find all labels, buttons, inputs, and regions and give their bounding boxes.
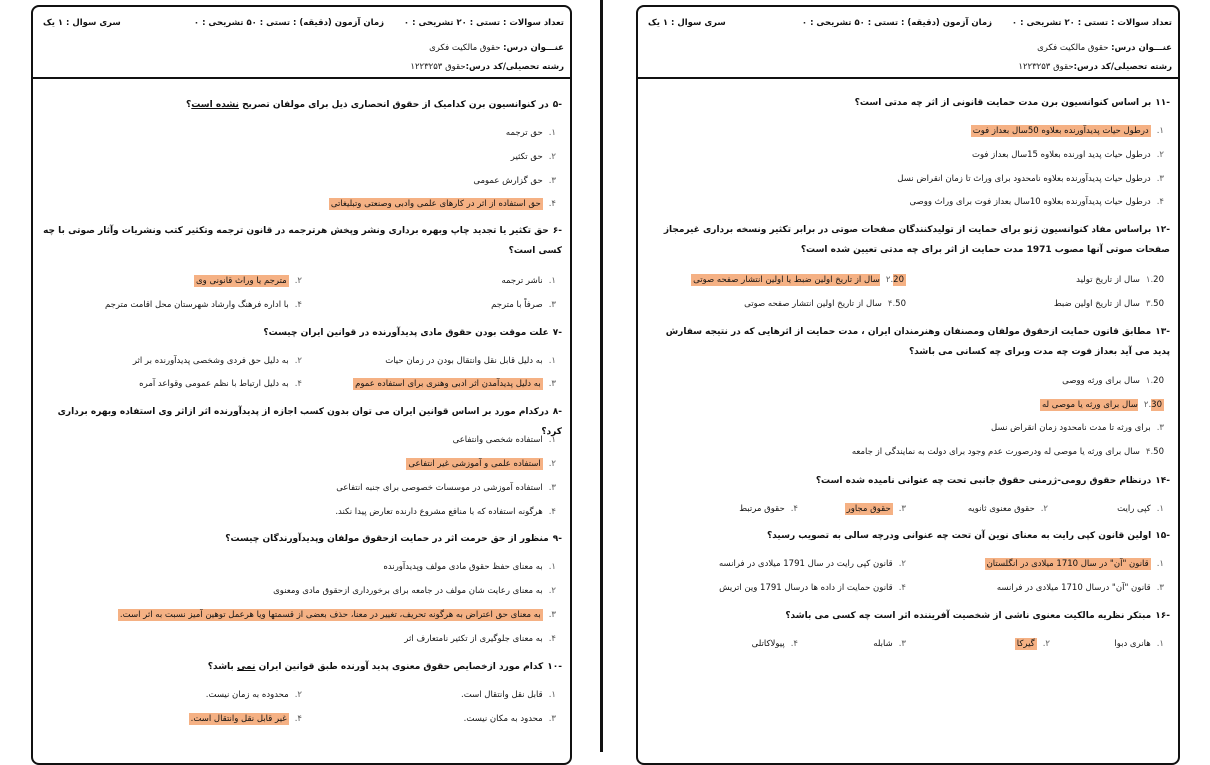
option[interactable]: ۴.حقوق مرتبط	[739, 504, 798, 514]
option[interactable]: ۳.شابله	[873, 639, 906, 649]
option[interactable]: ۴.به معنای جلوگیری از تکثیر نامتعارف اثر	[404, 634, 556, 644]
question-6	[43, 221, 562, 261]
option[interactable]: ۴.پیولاکاتلی	[751, 639, 798, 649]
question-10	[43, 657, 562, 677]
option[interactable]: ۲.درطول حیات پدید اورنده بعلاوه 15سال بعداز فوت	[971, 150, 1164, 160]
option[interactable]: ۳.استفاده آموزشی در موسسات خصوصی برای جنبه انتفاعی	[336, 483, 556, 493]
option-selected[interactable]: ۴.غیر قابل نقل وانتقال است.	[190, 714, 302, 724]
option[interactable]: ۳.50سال از تاریخ اولین ضبط	[1053, 299, 1164, 309]
page-gutter-line	[600, 0, 603, 752]
course-field: رشته تحصیلی/کد درس:حقوق ۱۲۲۳۲۵۳	[1018, 62, 1172, 72]
option[interactable]: ۴.درطول حیات پدیدآورنده بعلاوه 10سال بعداز فوت برای وراث ووصی	[909, 197, 1164, 207]
option[interactable]: ۴.50سال از تاریخ اولین انتشار صفحه صوتی	[744, 299, 906, 309]
question-text: -۱۱بر اساس کنوانسیون برن مدت حمایت قانونی از اثر چه مدتی است؟	[854, 98, 1170, 108]
question-12	[648, 220, 1170, 260]
option[interactable]: ۳.برای ورثه تا مدت نامحدود زمان انقراض نسل	[991, 423, 1164, 433]
question-text: -۵در کنوانسیون برن کدامیک از حقوق انحصاری ذیل برای مولفان تصریح نشده است؟	[186, 100, 562, 110]
option-selected[interactable]: ۲.گیرکا	[1016, 639, 1050, 649]
question-text: -۱۰کدام مورد ازخصایص حقوق معنوی پدید آورنده طبق قوانین ایران نمی باشد؟	[207, 662, 562, 672]
option[interactable]: ۱.حق ترجمه	[505, 128, 556, 138]
option[interactable]: ۱.استفاده شخصی وانتفاعی	[452, 435, 556, 445]
option[interactable]: ۳.حق گزارش عمومی	[473, 176, 556, 186]
option[interactable]: ۴.با اداره فرهنگ وارشاد شهرستان محل اقامت مترجم	[104, 300, 302, 310]
option-selected[interactable]: ۳.به معنای حق اعتراض به هرگونه تحریف، تغییر در معنا، حذف بعضی از قسمتها ویا هرعمل توهین آمیز نسبت به اثر است.	[119, 610, 556, 620]
option[interactable]: ۴.به دلیل ارتباط با نظم عمومی وقواعد آمره	[139, 379, 302, 389]
question-text: -۱۵اولین قانون کپی رایت به معنای نوین آن تحت چه عنوانی ودرچه سالی به تصویب رسید؟	[767, 531, 1170, 541]
option[interactable]: ۱.به معنای حفظ حقوق مادی مولف وپدیدآورنده	[383, 562, 556, 572]
option[interactable]: ۳.صرفاً با مترجم	[491, 300, 556, 310]
option[interactable]: ۳.قانون "آن" درسال 1710 میلادی در فرانسه	[996, 583, 1164, 593]
question-count: تعداد سوالات : تستی : ۲۰ تشریحی : ۰	[1011, 18, 1172, 28]
question-16	[648, 606, 1170, 626]
question-text: -۱۳مطابق قانون حمایت ازحقوق مولفان ومصنفان وهنرمندان ایران ، مدت حمایت از اثرهایی که در نتیجه سفارش پدید می آید بعداز فوت چه مدت وبرای چه کسانی می باشد؟	[665, 327, 1170, 357]
question-14	[648, 471, 1170, 491]
option-selected[interactable]: ۳.به دلیل پدیدآمدن اثر ادبی وهنری برای استفاده عموم	[355, 379, 556, 389]
question-text: -۱۶مبتکر نظریه مالکیت معنوی ناشی از شخصیت آفریننده اثر است چه کسی می باشد؟	[785, 611, 1170, 621]
option[interactable]: ۴.هرگونه استفاده که با منافع مشروع دارنده تعارض پیدا نکند.	[335, 507, 556, 517]
question-text: -۱۲براساس مفاد کنوانسیون ژنو برای حمایت از تولیدکنندگان صفحات صوتی در برابر تکثیر ونسخه برداری غیرمجاز صفحات صوتی آنها مصوب 1971 مدت حمایت از اثر برای چه مدتی تعیین شده است؟	[663, 225, 1170, 255]
option-selected[interactable]: ۳.حقوق مجاور	[846, 504, 906, 514]
question-11	[648, 93, 1170, 113]
option[interactable]: ۱.ناشر ترجمه	[501, 276, 556, 286]
option[interactable]: ۲.حقوق معنوی ثانویه	[967, 504, 1048, 514]
question-text: -۹منظور از حق حرمت اثر در حمایت ازحقوق مولفان وپدیدآورندگان چیست؟	[225, 534, 562, 544]
question-text: -۸درکدام مورد بر اساس قوانین ایران می توان بدون کسب اجازه از پدیدآورنده اثر ازاثر وی استفاده وبهره برداری کرد؟	[57, 407, 562, 437]
option[interactable]: ۱.به دلیل قابل نقل وانتقال بودن در زمان حیات	[385, 356, 556, 366]
question-series: سری سوال : ۱ یک	[43, 18, 121, 28]
question-7	[43, 323, 562, 343]
course-field: رشته تحصیلی/کد درس:حقوق ۱۲۲۳۲۵۳	[410, 62, 564, 72]
question-15	[648, 526, 1170, 546]
question-5	[43, 95, 562, 115]
exam-header	[33, 7, 570, 79]
option[interactable]: ۱.کپی رایت	[1117, 504, 1164, 514]
option[interactable]: ۱.20سال از تاریخ تولید	[1076, 275, 1164, 285]
option[interactable]: ۲.محدوده به زمان نیست.	[205, 690, 302, 700]
option[interactable]: ۲.قانون کپی رایت در سال 1791 میلادی در فرانسه	[719, 559, 906, 569]
course-title: عنـــوان درس: حقوق مالکیت فکری	[429, 43, 564, 53]
option[interactable]: ۲.حق تکثیر	[510, 152, 556, 162]
exam-header	[638, 7, 1178, 79]
option-selected[interactable]: ۲.استفاده علمی و آموزشی غیر انتفاعی	[408, 459, 556, 469]
exam-time: زمان آزمون (دقیقه) : تستی : ۵۰ تشریحی : ۰	[801, 18, 992, 28]
question-13	[648, 322, 1170, 362]
option-selected[interactable]: ۱.قانون "آن" در سال 1710 میلادی در انگلستان	[986, 559, 1164, 569]
option[interactable]: ۳.درطول حیات پدیدآورنده بعلاوه نامحدود برای وراث تا زمان انقراض نسل	[897, 174, 1164, 184]
option[interactable]: ۴.50سال برای ورثه یا موصی له ودرصورت عدم وجود برای دولت به نمایندگی از جامعه	[851, 447, 1164, 457]
option-selected[interactable]: ۴.حق استفاده از اثر در کارهای علمی وادبی وصنعتی وتبلیغاتی	[330, 199, 556, 209]
exam-page-right	[636, 5, 1180, 765]
option[interactable]: ۲.به معنای رعایت شان مولف در جامعه برای برخورداری ازحقوق مادی ومعنوی	[273, 586, 556, 596]
question-count: تعداد سوالات : تستی : ۲۰ تشریحی : ۰	[403, 18, 564, 28]
option[interactable]: ۱.هانری دبوا	[1114, 639, 1164, 649]
option-selected[interactable]: ۲.20سال از تاریخ اولین ضبط یا اولین انتشار صفحه صوتی	[693, 275, 904, 285]
question-text: -۱۴درنظام حقوق رومی-ژرمنی حقوق جانبی تحت چه عنوانی نامیده شده است؟	[815, 476, 1170, 486]
exam-time: زمان آزمون (دقیقه) : تستی : ۵۰ تشریحی : ۰	[193, 18, 384, 28]
question-9	[43, 529, 562, 549]
option-selected[interactable]: ۲.30سال برای ورثه یا موصی له	[1041, 400, 1162, 410]
option[interactable]: ۱.20سال برای ورثه ووصی	[1062, 376, 1164, 386]
option[interactable]: ۱.قابل نقل وانتقال است.	[461, 690, 556, 700]
question-series: سری سوال : ۱ یک	[648, 18, 726, 28]
course-title: عنـــوان درس: حقوق مالکیت فکری	[1037, 43, 1172, 53]
option[interactable]: ۳.محدود به مکان نیست.	[463, 714, 556, 724]
option-selected[interactable]: ۱.درطول حیات پدیدآورنده بعلاوه 50سال بعداز فوت	[972, 126, 1164, 136]
question-text: -۶حق تکثیر یا تجدید چاپ وبهره برداری ونشر وپخش هرترجمه در قانون ترجمه وتکثیر کتب ونشریات وآثار صوتی با چه کسی است؟	[43, 226, 562, 256]
option[interactable]: ۴.قانون حمایت از داده ها درسال 1791 وین اتریش	[719, 583, 906, 593]
option-selected[interactable]: ۲.مترجم یا وراث قانونی وی	[196, 276, 302, 286]
question-text: -۷علت موقت بودن حقوق مادی پدیدآورنده در قوانین ایران چیست؟	[263, 328, 562, 338]
option[interactable]: ۲.به دلیل حق فردی وشخصی پدیدآورنده بر اثر	[132, 356, 302, 366]
exam-page-left	[31, 5, 572, 765]
